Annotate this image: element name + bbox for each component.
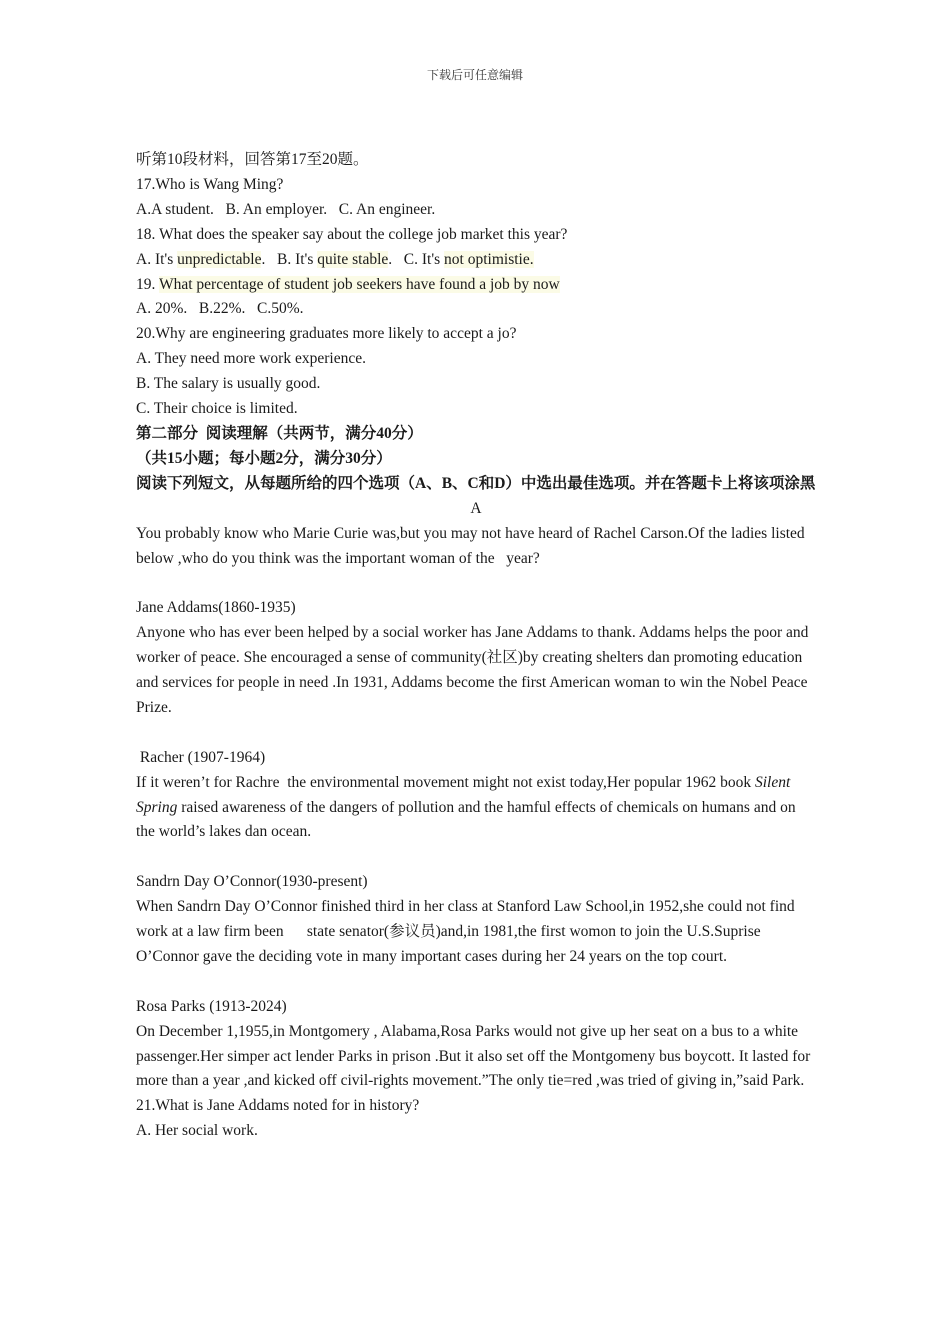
q19-prefix: 19.	[136, 275, 159, 293]
q18-b-mid: . C. It's	[388, 250, 445, 268]
person-3-text: When Sandrn Day O’Connor finished third in her class at Stanford Law School,in 1952,she could not find work at a law firm been state senator(参议员)and,in 1981,the first womon to join the U.S.Suprise O’Connor gave the deciding vote in many important cases during her 24 years on the top court.	[136, 898, 799, 965]
q18-c-end: .	[529, 250, 534, 268]
question-20: 20.Why are engineering graduates more likely to accept a jo?	[136, 325, 517, 343]
person-2-text	[136, 771, 816, 846]
q18-c-highlight: not optimistie	[444, 250, 530, 268]
document-body	[136, 148, 816, 1144]
question-19-options: A. 20%. B.22%. C.50%.	[136, 300, 304, 318]
passage-intro: You probably know who Marie Curie was,but you may not have heard of Rachel Carson.Of the ladies listed below ,who do you think was the important woman of the year?	[136, 524, 809, 567]
book-title: Silent Spring	[136, 773, 795, 816]
part2-instruction: 阅读下列短文，从每题所给的四个选项（A、B、C和D）中选出最佳选项。并在答题卡上将该项涂黑	[136, 474, 816, 492]
question-17-options: A.A student. B. An employer. C. An engineer.	[136, 200, 436, 218]
question-20-option-b: B. The salary is usually good.	[136, 375, 321, 393]
listening-intro: 听第10段材料，回答第17至20题。	[136, 151, 369, 168]
q18-a-prefix: A. It's	[136, 250, 178, 268]
p2-text-b: raised awareness of the dangers of pollution and the hamful effects of chemicals on humans and on the world’s lakes dan ocean.	[136, 798, 800, 841]
spacer	[136, 970, 816, 995]
question-18-options	[136, 248, 816, 273]
question-21: 21.What is Jane Addams noted for in history?	[136, 1097, 420, 1115]
person-4-name: Rosa Parks (1913-2024)	[136, 997, 287, 1015]
q18-a-mid: . B. It's	[261, 250, 318, 268]
p2-text-a: If it weren’t for Rachre the environmental movement might not exist today,Her popular 1962 book	[136, 773, 755, 791]
question-18: 18. What does the speaker say about the college job market this year?	[136, 225, 568, 243]
person-1-text: Anyone who has ever been helped by a social worker has Jane Addams to thank. Addams helps the poor and worker of peace. She encouraged a sense of community(社区)by creating shelters dan promoting education and services for people in need .In 1931, Addams become the first American woman to win the Nobel Peace Prize.	[136, 624, 809, 716]
person-4-text: On December 1,1955,in Montgomery , Alabama,Rosa Parks would not give up her seat on a bus to a white passenger.Her simper act lender Parks in prison .But it also set off the Montgomeny bus boycott. It lasted for more than a year ,and kicked off civil-rights movement.”The only tie=red ,was tried of giving in,”said Park.	[136, 1022, 811, 1090]
passage-label: A	[470, 499, 482, 517]
person-2-name: Racher (1907-1964)	[136, 748, 266, 766]
spacer	[136, 721, 816, 746]
person-1-name: Jane Addams(1860-1935)	[136, 599, 296, 617]
question-20-option-c: C. Their choice is limited.	[136, 400, 298, 418]
question-19	[136, 273, 816, 298]
question-17: 17.Who is Wang Ming?	[136, 175, 284, 193]
question-21-option-a: A. Her social work.	[136, 1122, 258, 1140]
question-20-option-a: A. They need more work experience.	[136, 350, 366, 368]
person-3-name: Sandrn Day O’Connor(1930-present)	[136, 873, 368, 891]
q18-a-highlight: unpredictable	[177, 250, 262, 268]
part2-subtitle: （共15小题；每小题2分，满分30分）	[136, 449, 392, 467]
part2-title: 第二部分 阅读理解（共两节，满分40分）	[136, 424, 423, 442]
spacer	[136, 845, 816, 870]
page-header: 下载后可任意编辑	[426, 68, 523, 82]
q18-b-highlight: quite stable	[317, 250, 389, 268]
q19-highlight: What percentage of student job seekers have found a job by now	[158, 275, 560, 293]
spacer	[136, 571, 816, 596]
